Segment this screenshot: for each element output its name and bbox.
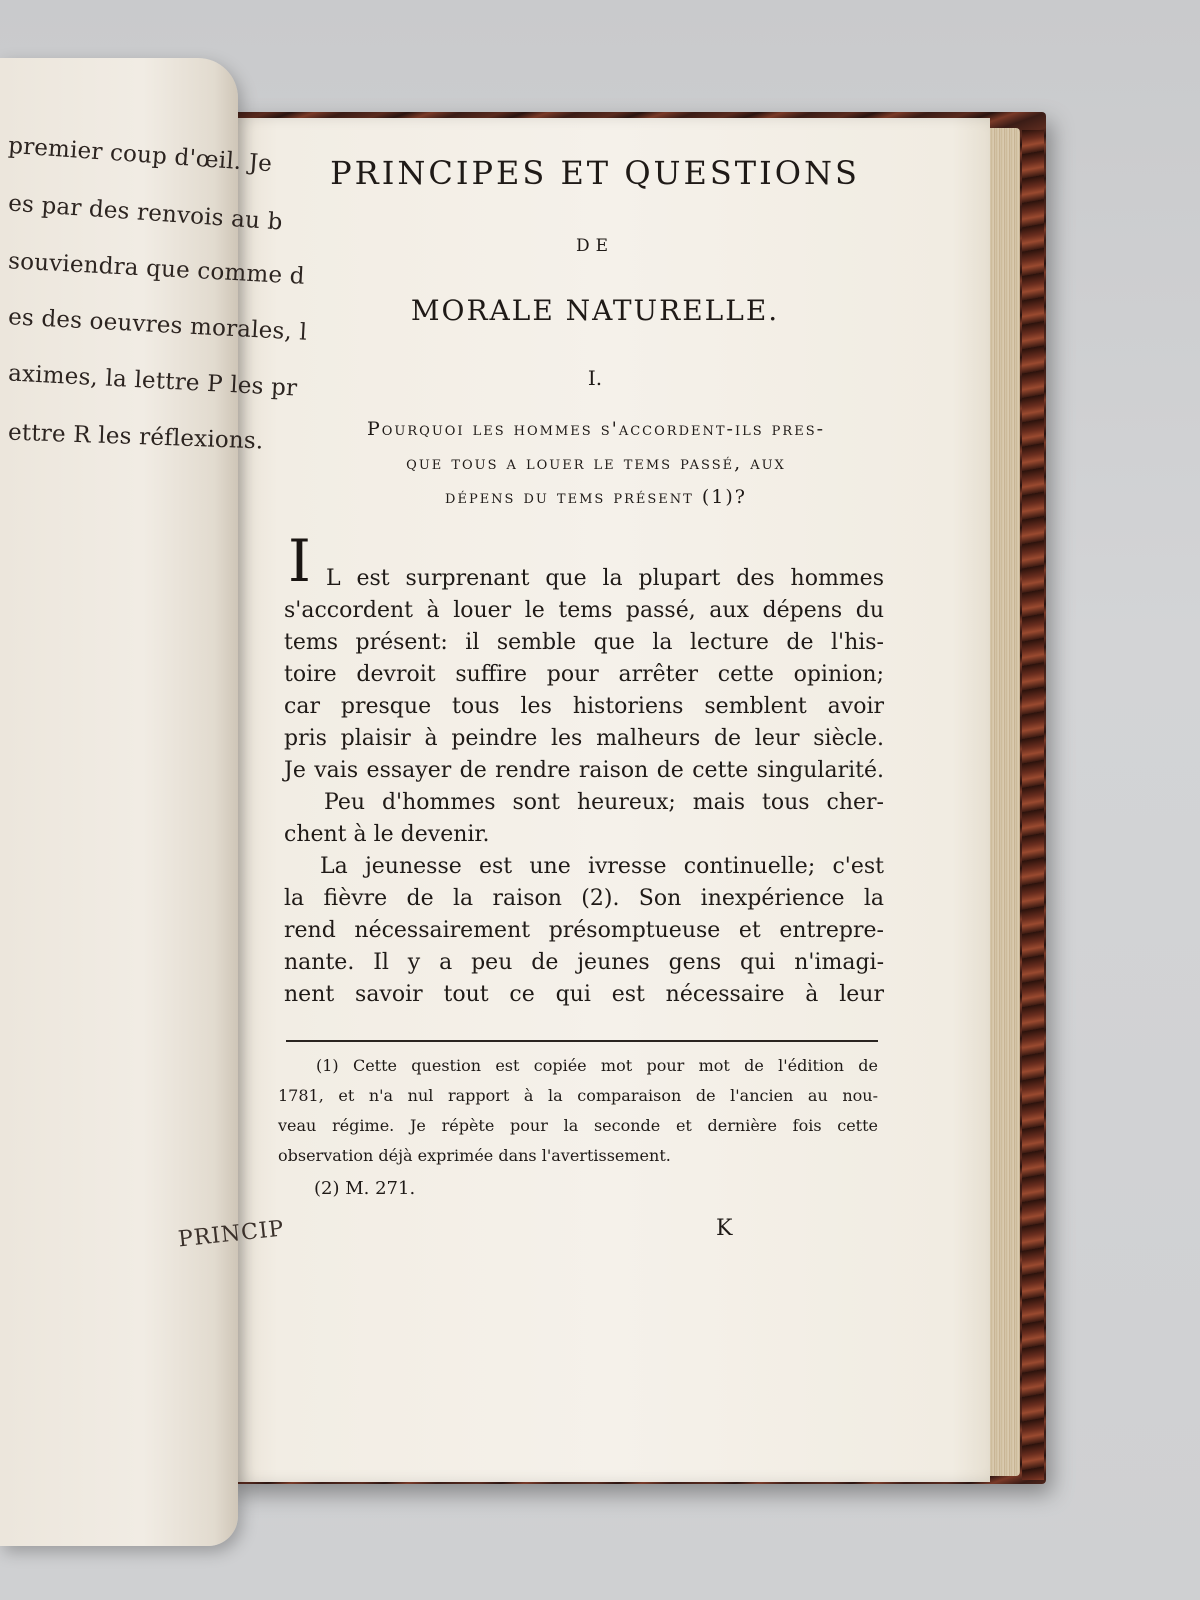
drop-cap: I (288, 527, 311, 595)
body-line: Peu d'hommes sont heureux; mais tous cher- (324, 790, 884, 815)
question-line: Pourquoi les hommes s'accordent-ils pres- (366, 418, 826, 440)
body-line: rend nécessairement présomptueuse et entrepre- (284, 918, 884, 943)
body-line: nent savoir tout ce qui est nécessaire à leur (284, 982, 884, 1007)
page-subtitle: MORALE NATURELLE. (410, 294, 780, 327)
book-binding (1022, 130, 1044, 1480)
left-page-line: es des oeuvres morales, l (7, 304, 308, 346)
page-edges (990, 128, 1020, 1476)
left-page (0, 58, 308, 1546)
body-line: pris plaisir à peindre les malheurs de leur siècle. (284, 726, 884, 751)
left-running-foot: PRINCIP (176, 1216, 286, 1253)
left-page-line: premier coup d'œil. Je (7, 132, 273, 178)
footnote-line: (2) M. 271. (314, 1178, 416, 1199)
footnote-line: 1781, et n'a nul rapport à la comparaison de l'ancien au nou- (278, 1086, 878, 1105)
footnote-line: (1) Cette question est copiée mot pour mot de l'édition de (316, 1056, 878, 1075)
left-page-line: ettre R les réflexions. (7, 419, 264, 455)
footnote-line: observation déjà exprimée dans l'avertissement. (278, 1146, 671, 1165)
body-line: la fièvre de la raison (2). Son inexpérience la (284, 886, 884, 911)
body-line: chent à le devenir. (284, 822, 490, 847)
question-line: dépens du tems présent (1)? (445, 486, 747, 508)
left-page-line: es par des renvois au b (7, 190, 284, 236)
body-line: car presque tous les historiens semblent avoir (284, 694, 884, 719)
section-number: I. (587, 366, 603, 390)
body-line: s'accordent à louer le tems passé, aux dépens du (284, 598, 884, 623)
body-line: La jeunesse est une ivresse continuelle; c'est (320, 854, 884, 879)
body-line: nante. Il y a peu de jeunes gens qui n'imagi- (284, 950, 884, 975)
signature-mark: K (716, 1216, 733, 1241)
question-line: que tous a louer le tems passé, aux (406, 452, 786, 474)
title-connector: DE (575, 236, 615, 256)
page-title: PRINCIPES ET QUESTIONS (330, 154, 860, 192)
section-question (296, 412, 896, 514)
body-line: Je vais essayer de rendre raison de cette singularité. (284, 758, 884, 783)
footnote-rule (286, 1040, 878, 1042)
body-line: toire devroit suffire pour arrêter cette opinion; (284, 662, 884, 687)
footnote-line: veau régime. Je répète pour la seconde et dernière fois cette (278, 1116, 878, 1135)
left-page-line: aximes, la lettre P les pr (7, 360, 298, 402)
left-page-line: souviendra que comme d (7, 248, 306, 290)
body-line: L est surprenant que la plupart des hommes (326, 566, 884, 591)
body-line: tems présent: il semble que la lecture de l'his- (284, 630, 884, 655)
